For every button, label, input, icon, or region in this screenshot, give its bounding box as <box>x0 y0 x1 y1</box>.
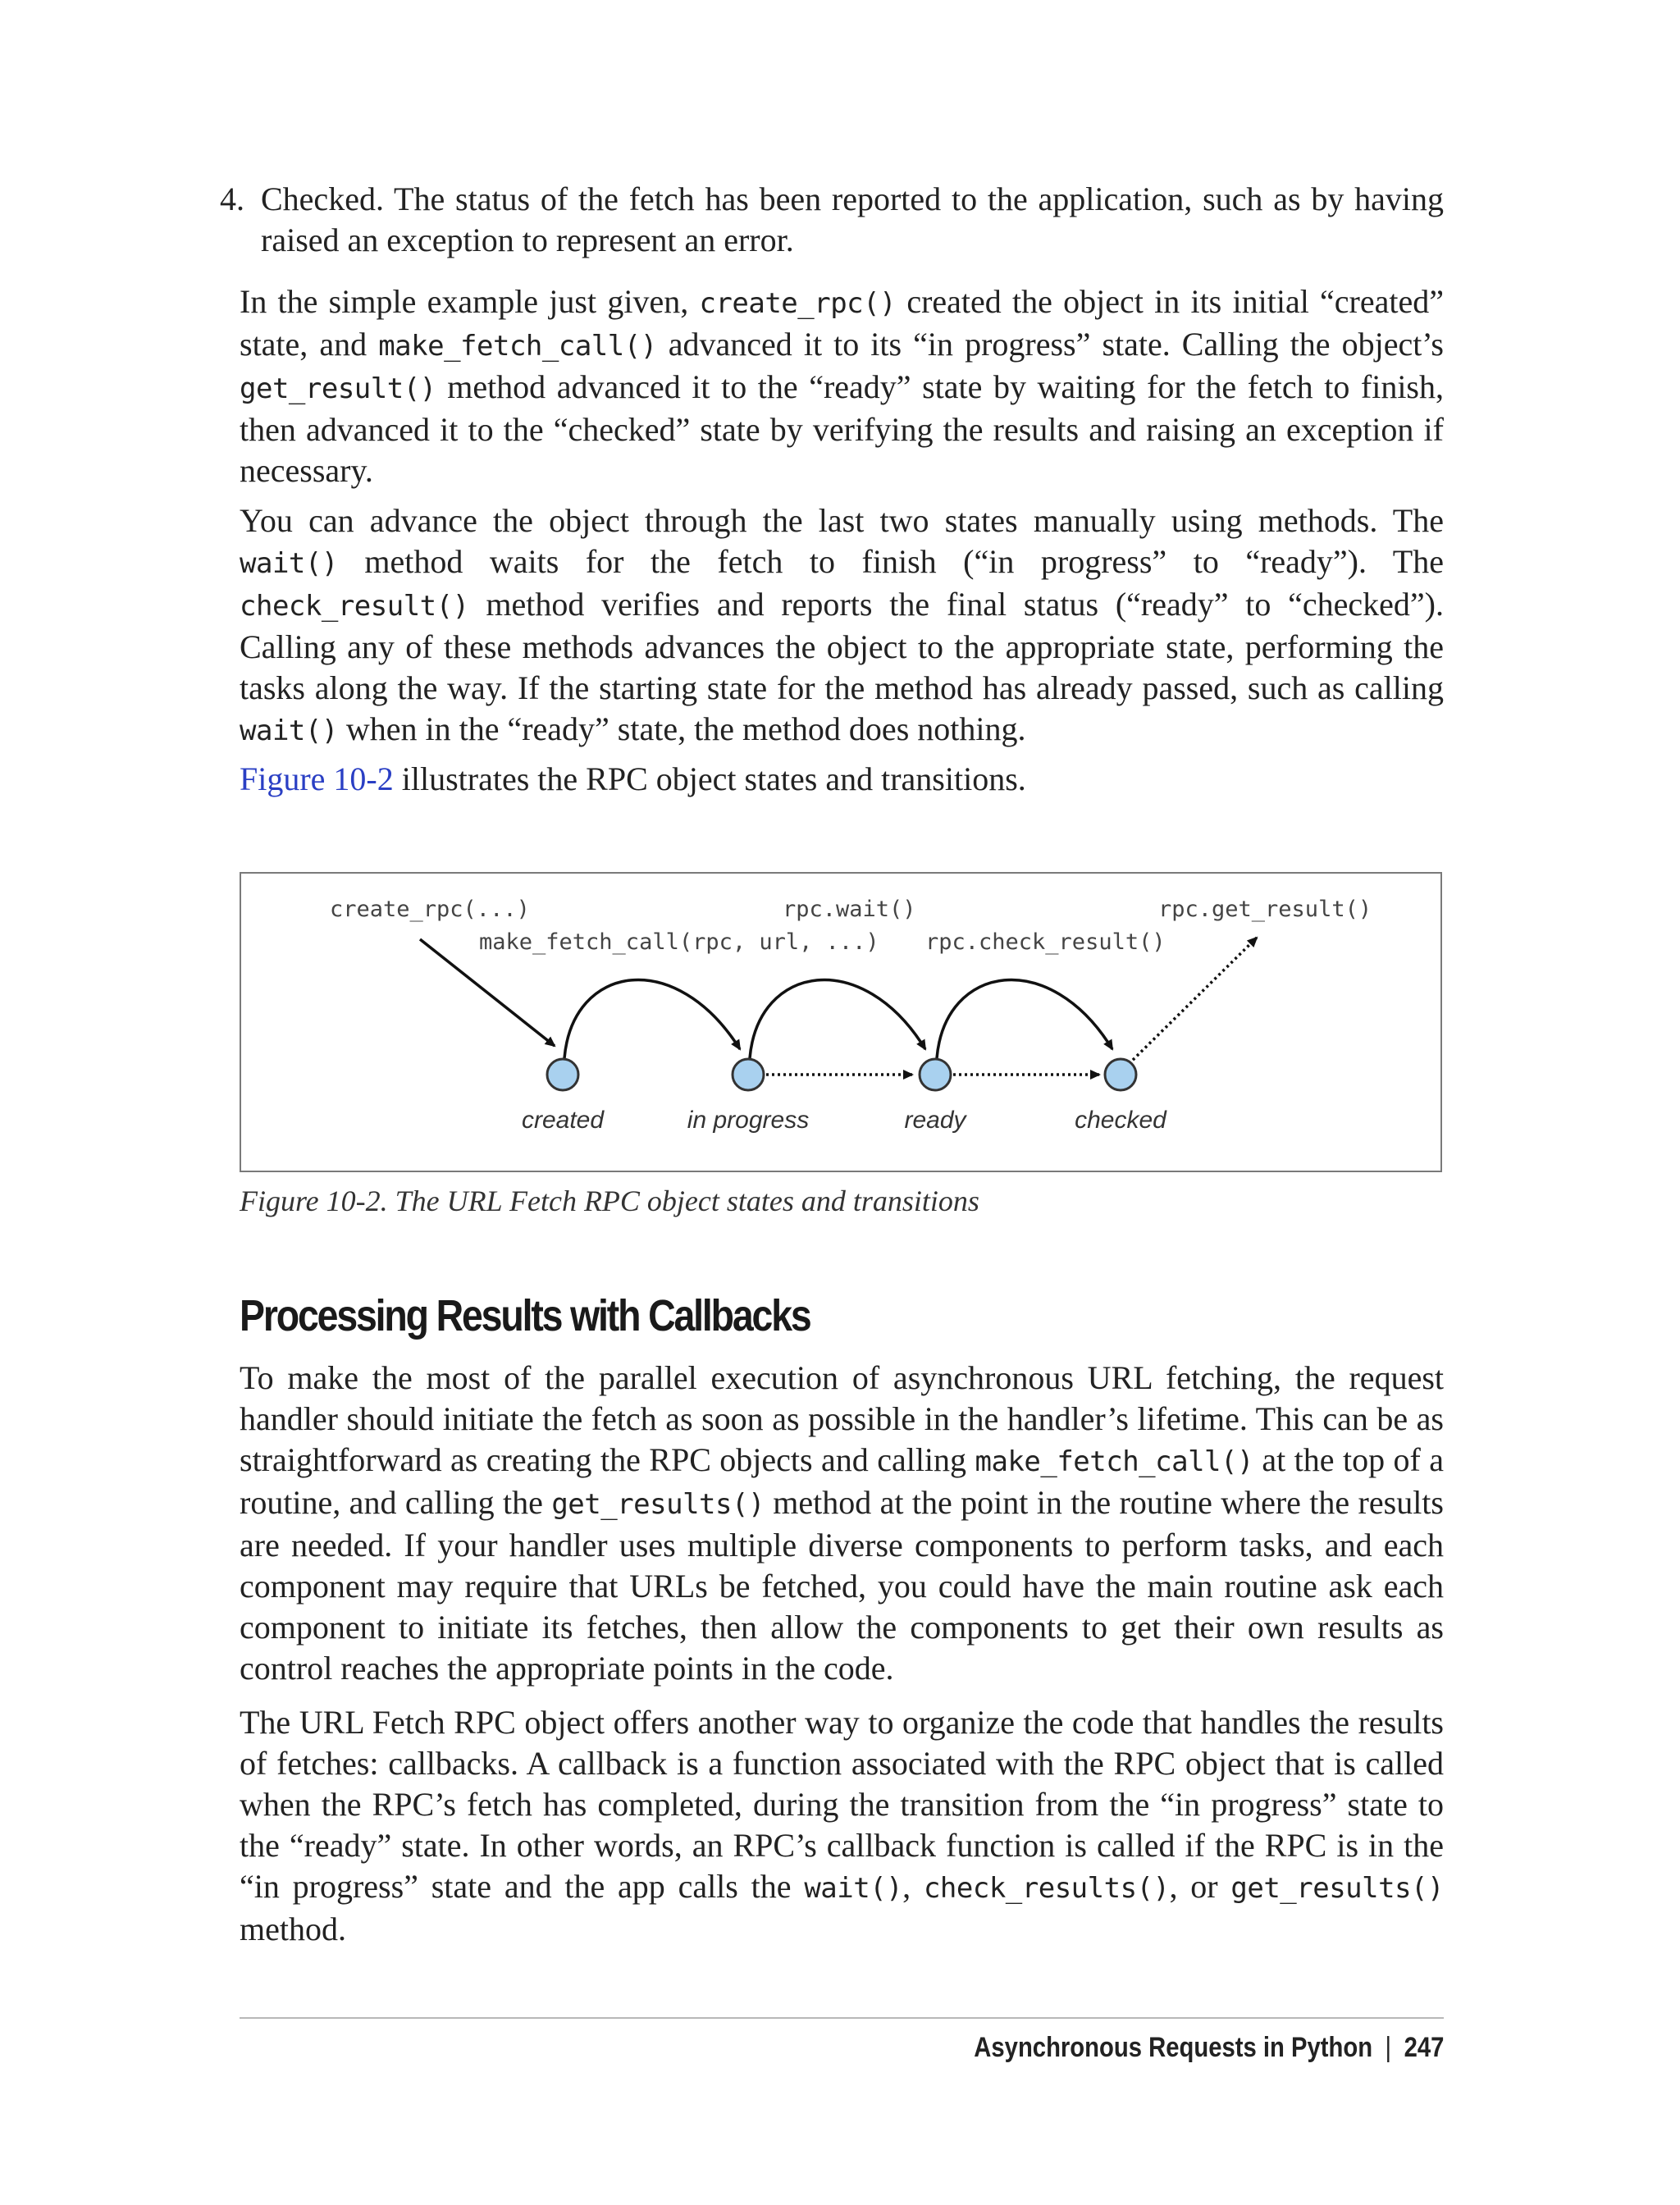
label-create-rpc: create_rpc(...) <box>330 897 530 922</box>
text-run: method. <box>240 1911 346 1947</box>
code-check-result: check_result() <box>240 590 469 623</box>
label-rpc-check-result: rpc.check_result() <box>925 929 1166 955</box>
state-label-created: created <box>521 1107 605 1134</box>
text-run: In the simple example just given, <box>240 283 700 320</box>
code-wait: wait() <box>240 714 338 747</box>
label-make-fetch-call: make_fetch_call(rpc, url, ...) <box>479 929 879 955</box>
label-rpc-get-result: rpc.get_result() <box>1158 897 1372 922</box>
code-make-fetch-call: make_fetch_call() <box>378 330 657 363</box>
code-get-results: get_results() <box>1230 1872 1444 1905</box>
state-label-in-progress: in progress <box>687 1107 810 1134</box>
text-run: when in the “ready” state, the method does nothing. <box>337 710 1026 747</box>
footer-rule <box>240 2017 1444 2019</box>
arrow-make-fetch-call <box>564 979 740 1058</box>
paragraph-1 <box>240 281 1444 491</box>
running-footer <box>974 2032 1444 2064</box>
paragraph-4 <box>240 1358 1444 1689</box>
node-created <box>547 1059 578 1090</box>
text-run: , <box>902 1868 924 1905</box>
figure-link[interactable]: Figure 10-2 <box>240 760 394 797</box>
text-run: at the top of a routine, and calling the <box>240 1441 1444 1521</box>
footer-section-title: Asynchronous Requests in Python <box>973 2032 1372 2063</box>
arrow-check-result-to-checked <box>937 979 1112 1058</box>
figure-caption: Figure 10-2. The URL Fetch RPC object states and transitions <box>240 1185 979 1217</box>
code-wait: wait() <box>804 1872 903 1905</box>
paragraph-5 <box>240 1702 1444 1950</box>
arrow-create-rpc <box>420 939 555 1046</box>
code-get-results: get_results() <box>551 1488 765 1521</box>
text-run: To make the most of the parallel execution of asynchronous URL fetching, the request handler should initiate the fetch as soon as possible in the handler’s lifetime. This can be as straightforward as creating the RPC objects and calling <box>240 1359 1444 1478</box>
text-run: method at the point in the routine where the results are needed. If your handler uses multiple diverse components to perform tasks, and each component may require that URLs be fetched, you could have the main routine ask each component to initiate its fetches, then allow the components to get their own results as control reaches the appropriate points in the code. <box>240 1484 1444 1687</box>
paragraph-2 <box>240 500 1444 751</box>
state-diagram <box>241 874 1440 1171</box>
footer-separator: | <box>1385 2032 1391 2063</box>
text-run: You can advance the object through the last two states manually using methods. The <box>240 502 1444 539</box>
text-run: advanced it to its “in progress” state. Calling the object’s <box>656 326 1444 363</box>
code-wait: wait() <box>240 547 338 580</box>
node-in-progress <box>733 1059 764 1090</box>
text-run: method verifies and reports the final status (“ready” to “checked”). Calling any of these methods advances the object to the appropriate state, performing the tasks along the way. If the starting state for the method has already passed, such as calling <box>240 586 1444 706</box>
code-check-results: check_results() <box>923 1872 1170 1905</box>
figure-10-2 <box>240 872 1442 1172</box>
code-create-rpc: create_rpc() <box>699 287 897 320</box>
text-run: illustrates the RPC object states and transitions. <box>393 760 1026 797</box>
state-label-ready: ready <box>904 1107 966 1134</box>
text-run: created the object in its initial “created” state, and <box>240 283 1445 363</box>
code-get-result: get_result() <box>240 372 436 405</box>
node-checked <box>1105 1059 1136 1090</box>
arrow-check-result-to-ready <box>750 979 925 1058</box>
arrow-get-result-dotted <box>1129 938 1257 1064</box>
text-run: , or <box>1169 1868 1231 1905</box>
list-item-checked <box>220 179 1444 261</box>
label-rpc-wait: rpc.wait() <box>783 897 916 922</box>
list-number: 4. <box>220 180 244 217</box>
section-heading: Processing Results with Callbacks <box>240 1291 810 1340</box>
text-run: The URL Fetch RPC object offers another way to organize the code that handles the results of fetches: callbacks. A callback is a function associated with the RPC object that is called when the RPC’s fetch has completed, during the transition from the “in progress” state to the “ready” state. In other words, an RPC’s callback function is called if the RPC is in the “in progress” state and the app calls the <box>240 1704 1444 1905</box>
text-run: method advanced it to the “ready” state by waiting for the fetch to finish, then advanced it to the “checked” state by verifying the results and raising an exception if necessary. <box>240 368 1444 489</box>
list-item-text: Checked. The status of the fetch has been reported to the application, such as by having raised an exception to represent an error. <box>261 180 1444 258</box>
page-number: 247 <box>1404 2032 1444 2063</box>
code-make-fetch-call: make_fetch_call() <box>975 1445 1253 1478</box>
node-ready <box>920 1059 951 1090</box>
text-run: method waits for the fetch to finish (“in progress” to “ready”). The <box>337 543 1444 580</box>
state-label-checked: checked <box>1075 1107 1166 1134</box>
paragraph-3 <box>240 759 1444 800</box>
